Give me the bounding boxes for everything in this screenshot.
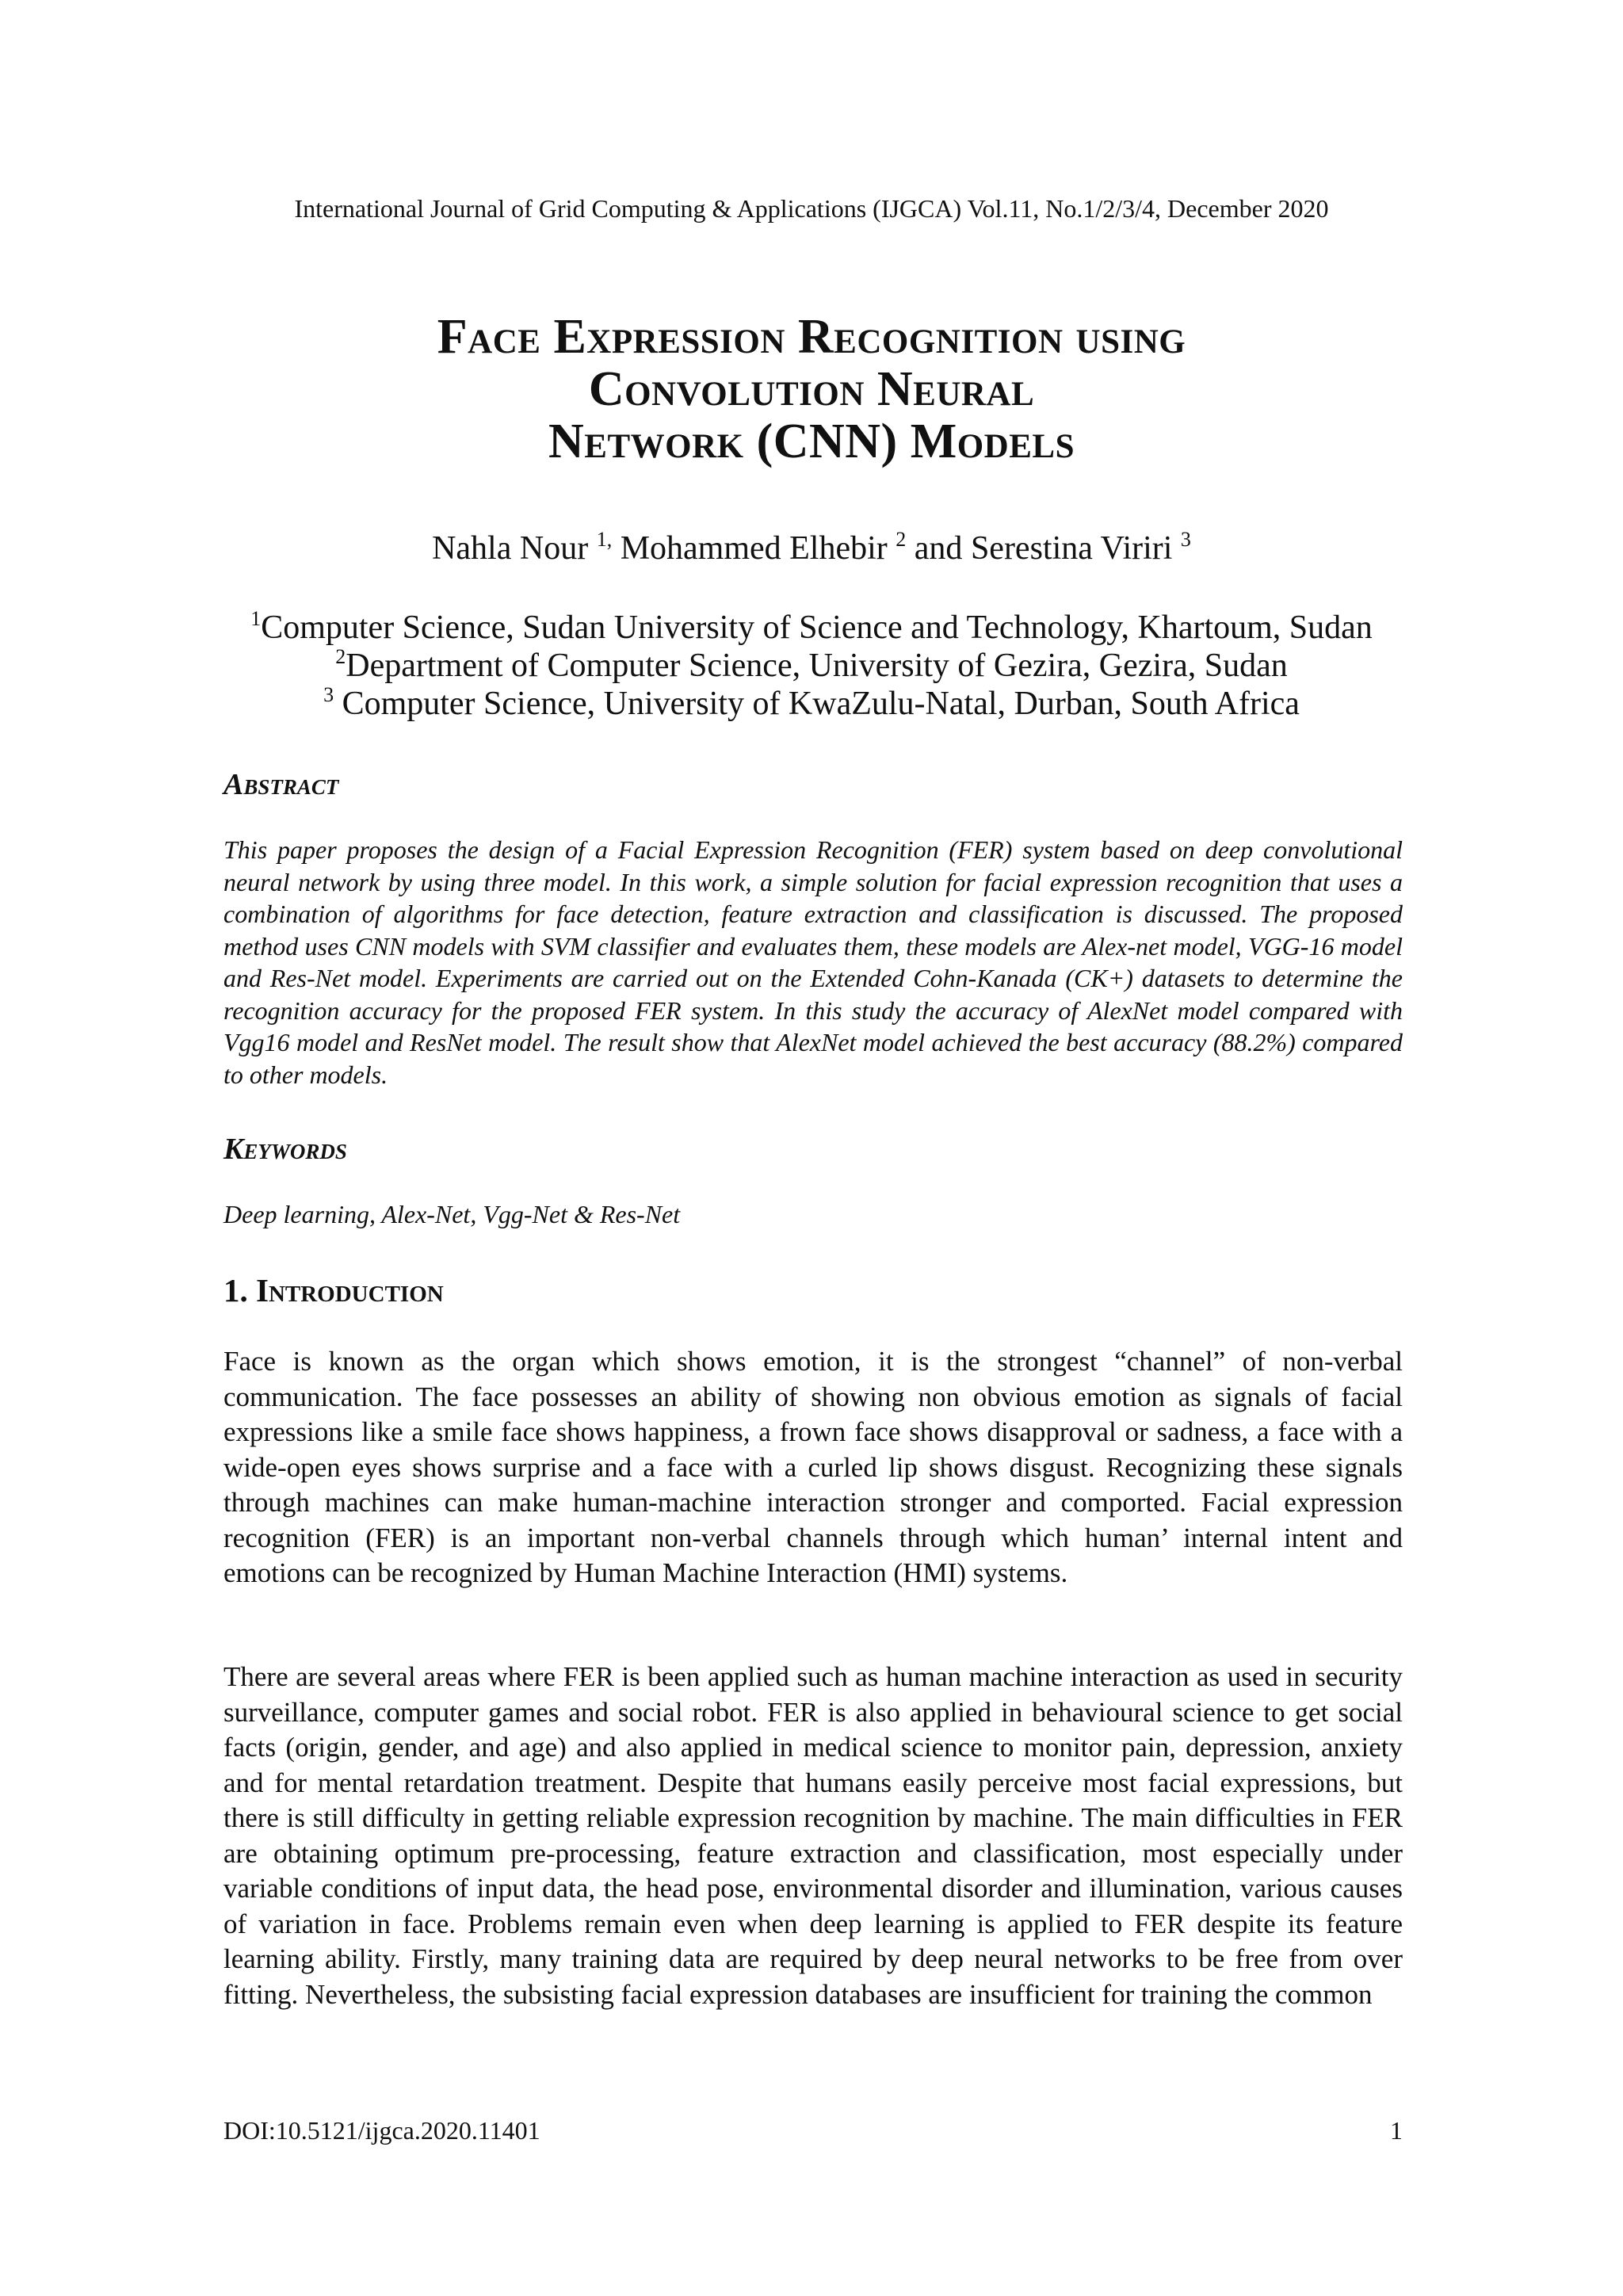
paper-title: [0, 311, 1623, 468]
affiliation: [0, 647, 1623, 685]
running-header: International Journal of Grid Computing & Applications (IJGCA) Vol.11, No.1/2/3/4, December 2020: [294, 194, 1329, 223]
author-separator: and: [906, 530, 971, 567]
affiliation-mark: 3: [323, 683, 334, 706]
abstract-body: This paper proposes the design of a Facial Expression Recognition (FER) system based on deep convolutional neural network by using three model. In this work, a simple solution for facial expression recognition that uses a combination of algorithms for face detection, feature extraction and classification is discussed. The proposed method uses CNN models with SVM classifier and evaluates them, these models are Alex-net model, VGG-16 model and Res-Net model. Experiments are carried out on the Extended Cohn-Kanada (CK+) datasets to determine the recognition accuracy for the proposed FER system. In this study the accuracy of AlexNet model compared with Vgg16 model and ResNet model. The result show that AlexNet model achieved the best accuracy (88.2%) compared to other models.: [223, 835, 1403, 1089]
keywords-heading: Keywords: [223, 1133, 347, 1166]
author-name: Nahla Nour: [432, 530, 589, 567]
author-affiliation-mark: 1,: [596, 528, 613, 551]
title-line: Face Expression Recognition using: [437, 310, 1186, 364]
author-name: Serestina Viriri: [970, 530, 1173, 567]
abstract-heading: Abstract: [223, 768, 339, 801]
affiliation-text: Department of Computer Science, University of Gezira, Gezira, Sudan: [346, 648, 1288, 684]
author-affiliation-mark: 2: [896, 528, 907, 551]
affiliation-mark: 1: [250, 607, 262, 630]
title-line: Network (CNN) Models: [548, 415, 1075, 468]
title-line: Convolution Neural: [588, 362, 1035, 416]
footer-doi: DOI:10.5121/ijgca.2020.11401: [223, 2116, 540, 2145]
introduction-heading: 1. Introduction: [223, 1272, 444, 1308]
affiliation-text: Computer Science, University of KwaZulu-Natal, Durban, South Africa: [334, 686, 1300, 722]
affiliation: [0, 685, 1623, 723]
author-name: Mohammed Elhebir: [620, 530, 888, 567]
affiliation: [0, 609, 1623, 647]
affiliation-list: [0, 609, 1623, 723]
author-separator: [612, 530, 621, 567]
introduction-paragraph: There are several areas where FER is been applied such as human machine interaction as used in security surveillance, computer games and social robot. FER is also applied in behavioural science to get social facts (origin, gender, and age) and also applied in medical science to monitor pain, depression, anxiety and for mental retardation treatment. Despite that humans easily perceive most facial expressions, but there is still difficulty in getting reliable expression recognition by machine. The main difficulties in FER are obtaining optimum pre-processing, feature extraction and classification, most especially under variable conditions of input data, the head pose, environmental disorder and illumination, various causes of variation in face. Problems remain even when deep learning is applied to FER despite its feature learning ability. Firstly, many training data are required by deep neural networks to be free from over fitting. Nevertheless, the subsisting facial expression databases are insufficient for training the common: [223, 1661, 1403, 2010]
author-affiliation-mark: 3: [1180, 528, 1191, 551]
affiliation-mark: 2: [335, 645, 346, 668]
keywords-body: Deep learning, Alex-Net, Vgg-Net & Res-Net: [223, 1200, 681, 1228]
author-list: [0, 528, 1623, 569]
affiliation-text: Computer Science, Sudan University of Science and Technology, Khartoum, Sudan: [261, 609, 1373, 646]
page-number: 1: [1390, 2116, 1403, 2145]
introduction-paragraph: Face is known as the organ which shows emotion, it is the strongest “channel” of non-verbal communication. The face possesses an ability of showing non obvious emotion as signals of facial expressions like a smile face shows happiness, a frown face shows disapproval or sadness, a face with a wide-open eyes shows surprise and a face with a curled lip shows disgust. Recognizing these signals through machines can make human-machine interaction stronger and comported. Facial expression recognition (FER) is an important non-verbal channels through which human’ internal intent and emotions can be recognized by Human Machine Interaction (HMI) systems.: [223, 1346, 1403, 1588]
